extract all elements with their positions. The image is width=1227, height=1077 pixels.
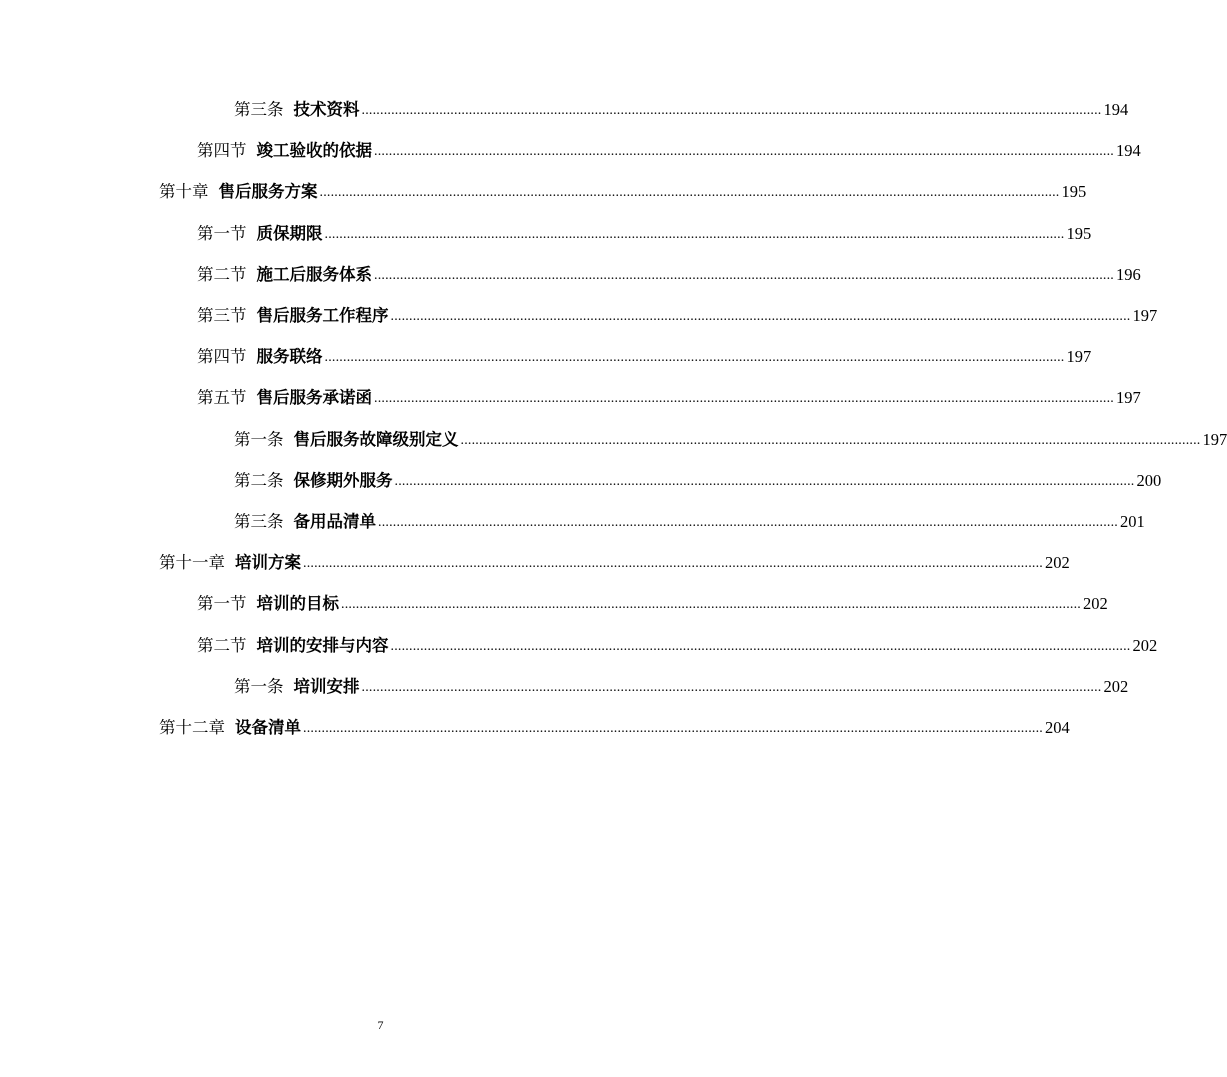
toc-entry-title: 技术资料: [293, 100, 360, 119]
toc-entry[interactable]: [234, 667, 1129, 697]
toc-entry-page: 202: [1103, 677, 1129, 696]
toc-entry[interactable]: [234, 461, 1162, 491]
toc-entry-page: 202: [1132, 636, 1158, 655]
toc-entry-number: 第四节: [197, 347, 247, 366]
toc-entry-title: 售后服务故障级别定义: [293, 430, 459, 449]
toc-entry-number: 第三节: [197, 306, 247, 325]
toc-dot-leader: ........................................................................................................................................................................................................: [390, 639, 1131, 654]
toc-entry-title: 培训的安排与内容: [256, 636, 389, 655]
toc-entry[interactable]: [159, 172, 1087, 202]
toc-entry-title: 培训方案: [235, 553, 301, 572]
toc-entry[interactable]: [197, 378, 1141, 408]
toc-entry-page: 195: [1061, 182, 1087, 201]
toc-entry-page: 194: [1116, 141, 1141, 160]
toc-entry[interactable]: [197, 255, 1141, 285]
toc-entry-page: 197: [1116, 388, 1141, 407]
toc-dot-leader: ........................................................................................................................................................................................................: [394, 474, 1135, 489]
toc-entry-page: 204: [1045, 718, 1070, 737]
toc-entry-number: 第一节: [197, 594, 247, 613]
toc-dot-leader: ........................................................................................................................................................................................................: [374, 391, 1114, 406]
toc-entry-title: 保修期外服务: [293, 471, 393, 490]
toc-dot-leader: ........................................................................................................................................................................................................: [341, 597, 1081, 612]
toc-entry-number: 第五节: [197, 388, 247, 407]
toc-entry-number: 第二节: [197, 265, 247, 284]
toc-entry-title: 质保期限: [256, 224, 323, 243]
toc-entry[interactable]: [197, 131, 1141, 161]
toc-entry[interactable]: [159, 708, 1070, 738]
toc-dot-leader: ........................................................................................................................................................................................................: [374, 144, 1114, 159]
toc-dot-leader: ........................................................................................................................................................................................................: [390, 309, 1131, 324]
toc-entry-page: 195: [1066, 224, 1092, 243]
toc-entry-title: 服务联络: [256, 347, 323, 366]
toc-entry-title: 售后服务工作程序: [256, 306, 389, 325]
toc-entry-page: 202: [1045, 553, 1070, 572]
toc-entry-title: 备用品清单: [293, 512, 376, 531]
toc-dot-leader: ........................................................................................................................................................................................................: [361, 103, 1102, 118]
toc-dot-leader: ........................................................................................................................................................................................................: [303, 556, 1043, 571]
toc-entry-page: 201: [1120, 512, 1145, 531]
toc-entry-number: 第一条: [234, 430, 284, 449]
toc-dot-leader: ........................................................................................................................................................................................................: [319, 185, 1060, 200]
toc-entry[interactable]: [234, 90, 1129, 120]
toc-entry[interactable]: [234, 502, 1145, 532]
toc-entry[interactable]: [197, 337, 1092, 367]
toc-dot-leader: ........................................................................................................................................................................................................: [460, 433, 1201, 448]
toc-entry-page: 202: [1083, 594, 1108, 613]
toc-entry-title: 培训的目标: [256, 594, 339, 613]
toc-entry-number: 第一条: [234, 677, 284, 696]
toc-entry-number: 第三条: [234, 100, 284, 119]
toc-entry-page: 196: [1116, 265, 1141, 284]
page-number: 7: [377, 1018, 384, 1032]
toc-entry-number: 第二条: [234, 471, 284, 490]
toc-entry-number: 第四节: [197, 141, 247, 160]
toc-entry-number: 第十一章: [159, 553, 225, 572]
toc-entry[interactable]: [197, 296, 1158, 326]
toc-entry-page: 197: [1202, 430, 1227, 449]
toc-entry-title: 竣工验收的依据: [256, 141, 372, 160]
toc-entry-number: 第一节: [197, 224, 247, 243]
toc-entry-number: 第二节: [197, 636, 247, 655]
toc-entry[interactable]: [197, 626, 1158, 656]
toc-dot-leader: ........................................................................................................................................................................................................: [324, 350, 1065, 365]
toc-entry-page: 194: [1103, 100, 1129, 119]
toc-dot-leader: ........................................................................................................................................................................................................: [303, 721, 1043, 736]
toc-entry-page: 200: [1136, 471, 1162, 490]
toc-dot-leader: ........................................................................................................................................................................................................: [374, 268, 1114, 283]
toc-entry-number: 第三条: [234, 512, 284, 531]
toc-entry-title: 售后服务方案: [218, 182, 318, 201]
toc-entry-title: 施工后服务体系: [256, 265, 372, 284]
toc-entry-number: 第十二章: [159, 718, 225, 737]
toc-entry[interactable]: [234, 420, 1227, 450]
toc-entry-page: 197: [1066, 347, 1092, 366]
toc-entry-title: 培训安排: [293, 677, 360, 696]
toc-dot-leader: ........................................................................................................................................................................................................: [378, 515, 1118, 530]
toc-entry[interactable]: [197, 584, 1108, 614]
toc-entry-title: 设备清单: [235, 718, 301, 737]
toc-entry[interactable]: [159, 543, 1070, 573]
toc-dot-leader: ........................................................................................................................................................................................................: [324, 227, 1065, 242]
toc-dot-leader: ........................................................................................................................................................................................................: [361, 680, 1102, 695]
toc-entry-title: 售后服务承诺函: [256, 388, 372, 407]
toc-entry[interactable]: [197, 214, 1092, 244]
toc-entry-page: 197: [1132, 306, 1158, 325]
toc-entry-number: 第十章: [159, 182, 209, 201]
